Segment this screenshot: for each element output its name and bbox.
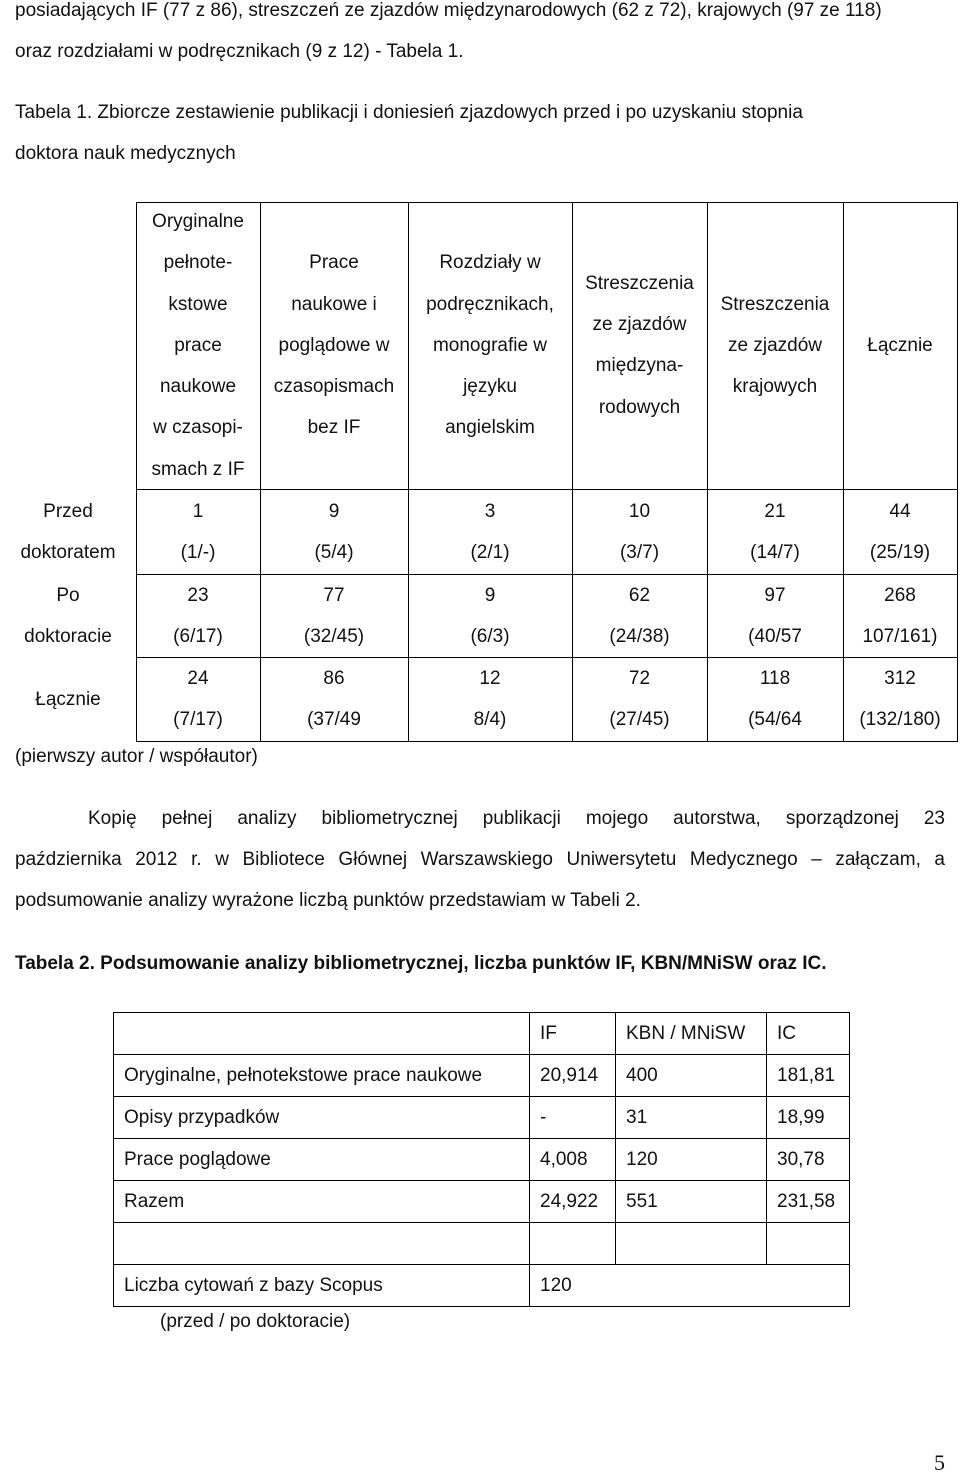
table1-row-label-line: doktoracie <box>24 625 112 647</box>
table2-header-cell: IF <box>530 1013 616 1055</box>
table1-caption-line-2: doktora nauk medycznych <box>15 143 236 164</box>
table1-cell <box>572 491 707 573</box>
table1-cell-line: (37/49 <box>307 709 361 730</box>
table1-cell <box>843 575 957 657</box>
table1-header-line: języku <box>463 376 517 398</box>
paragraph-line-1 <box>15 808 945 830</box>
table1-cell-line: (5/4) <box>314 541 354 563</box>
table1-cell-line: 312 <box>884 668 916 689</box>
table1-cell-line: 24 <box>187 668 209 689</box>
table2-cell: 181,81 <box>767 1055 850 1097</box>
table2-cell <box>767 1223 850 1265</box>
table1-cell-line: 268 <box>884 584 916 606</box>
table1-cell-line: (25/19) <box>869 541 931 563</box>
table1-header-line: czasopismach <box>273 376 395 398</box>
table1-header-line: pełnote- <box>163 252 233 274</box>
table1-cell-line: 72 <box>628 668 651 689</box>
paragraph-line-3: podsumowanie analizy wyrażone liczbą punktów przedstawiam w Tabeli 2. <box>15 890 641 911</box>
table1-cell-line: (132/180) <box>859 709 941 730</box>
table2-cell: 551 <box>616 1181 767 1223</box>
intro-line-2: oraz rozdziałami w podręcznikach (9 z 12) - Tabela 1. <box>15 41 464 62</box>
table1-row-label-line: Po <box>56 584 80 606</box>
table1-header-line: ze zjazdów <box>728 334 822 356</box>
table1-cell-line: 12 <box>479 668 501 689</box>
table1-border <box>136 741 958 742</box>
table1-header-line: monografie w <box>432 334 548 356</box>
table2-cell <box>114 1223 530 1265</box>
table1-caption-label: Tabela 1. <box>15 102 93 123</box>
table1-header-line: Rozdziały w <box>439 252 541 274</box>
table1-cell-line: 107/161) <box>862 625 938 647</box>
table2-cell: Prace poglądowe <box>114 1139 530 1181</box>
table1-cell <box>707 575 843 657</box>
table2-cell: 231,58 <box>767 1181 850 1223</box>
table1-caption-text: Zbiorcze zestawienie publikacji i doniesień zjazdowych przed i po uzyskaniu stopnia <box>92 102 803 123</box>
table2-cell: 400 <box>616 1055 767 1097</box>
paragraph-line-1-text: Kopię pełnej analizy bibliometrycznej publikacji mojego autorstwa, sporządzonej 23 <box>88 808 945 829</box>
table1-header-line: prace <box>174 334 222 356</box>
table1-border <box>957 202 958 741</box>
table1-cell <box>260 575 408 657</box>
table1-header-line: w czasopi- <box>153 417 243 439</box>
table2-row <box>114 1181 850 1223</box>
table1-cell <box>260 491 408 573</box>
table1-cell-line: (3/7) <box>619 541 660 563</box>
table1-cell-line: 118 <box>759 668 791 689</box>
table1-header-line: naukowe i <box>291 293 377 315</box>
table1-cell-line: 86 <box>323 668 345 689</box>
table1-cell-line: 9 <box>328 500 340 522</box>
table1-cell-line: (40/57 <box>748 625 802 647</box>
table1-row-label-line: Przed <box>43 500 93 522</box>
table1-cell <box>136 658 260 740</box>
table2-row-empty <box>114 1223 850 1265</box>
table1-header-line: ze zjazdów <box>592 314 687 336</box>
table1-cell <box>136 491 260 573</box>
table1-cell-line: (14/7) <box>750 541 800 563</box>
table2-cell: 31 <box>616 1097 767 1139</box>
table1-header-cell <box>136 201 260 490</box>
table2-scopus-label: Liczba cytowań z bazy Scopus <box>114 1265 530 1307</box>
table2-cell <box>616 1223 767 1265</box>
table2-caption: Tabela 2. Podsumowanie analizy bibliometrycznej, liczba punktów IF, KBN/MNiSW oraz IC. <box>15 953 827 974</box>
table1-cell-line: 10 <box>628 500 651 522</box>
table2-header-row <box>114 1013 850 1055</box>
table1-header-line: Streszczenia <box>720 293 830 315</box>
table1-cell-line: 1 <box>192 500 204 522</box>
table2-cell: 24,922 <box>530 1181 616 1223</box>
table1-cell-line: (7/17) <box>173 709 223 730</box>
table-2 <box>113 1012 850 1307</box>
table1-cell-line: 62 <box>628 584 651 606</box>
table1-header-cell <box>707 284 843 408</box>
paragraph-line-2: października 2012 r. w Bibliotece Głównej Warszawskiego Uniwersytetu Medycznego – załączam, a <box>15 849 945 870</box>
table1-cell-line: (6/17) <box>173 625 223 647</box>
table2-cell <box>530 1223 616 1265</box>
table1-cell <box>707 491 843 573</box>
table1-cell <box>408 658 572 740</box>
table1-header-line: międzyna- <box>595 355 684 377</box>
table1-header-line: Łącznie <box>867 334 933 356</box>
table1-cell-line: 8/4) <box>473 709 507 730</box>
table2-scopus-row <box>114 1265 850 1307</box>
table1-header-line: Prace <box>309 252 359 274</box>
table1-cell-line: (2/1) <box>470 541 510 563</box>
table1-row-label-line: Łącznie <box>35 688 101 710</box>
table1-cell-line: 97 <box>764 584 786 606</box>
table-1 <box>0 200 960 780</box>
table1-row-label <box>0 679 136 720</box>
table1-cell-line: (1/-) <box>180 541 216 563</box>
table2-row <box>114 1097 850 1139</box>
table1-cell-line: 77 <box>323 584 345 606</box>
table1-header-line: angielskim <box>445 417 535 439</box>
table2-cell: 120 <box>616 1139 767 1181</box>
table1-header-line: poglądowe w <box>278 334 390 356</box>
table1-header-cell <box>260 242 408 448</box>
table2-header-cell: KBN / MNiSW <box>616 1013 767 1055</box>
table1-row-label <box>0 575 136 657</box>
table1-cell <box>843 491 957 573</box>
table1-row-label <box>0 491 136 573</box>
table2-cell: 30,78 <box>767 1139 850 1181</box>
table1-cell <box>408 575 572 657</box>
table1-cell <box>707 658 843 740</box>
table1-header-cell <box>843 325 957 366</box>
table1-header-line: Oryginalne <box>152 210 244 232</box>
table2-header-cell <box>114 1013 530 1055</box>
table2-scopus-note: (przed / po doktoracie) <box>160 1311 351 1332</box>
table1-cell-line: 3 <box>484 500 496 522</box>
intro-line-1: posiadających IF (77 z 86), streszczeń ze zjazdów międzynarodowych (62 z 72), krajowych (97 ze 118) <box>15 0 882 21</box>
table1-header-line: smach z IF <box>151 458 245 480</box>
table2-scopus-value: 120 <box>530 1265 850 1307</box>
table1-cell-line: 44 <box>889 500 911 522</box>
table1-header-line: bez IF <box>307 417 361 439</box>
table2-header-cell: IC <box>767 1013 850 1055</box>
table1-header-line: rodowych <box>598 396 681 418</box>
table1-cell <box>408 491 572 573</box>
table1-cell-line: 23 <box>187 584 209 606</box>
table1-header-cell <box>408 242 572 448</box>
table1-cell-line: 21 <box>764 500 786 522</box>
table1-header-line: kstowe <box>168 293 228 315</box>
table1-cell <box>572 658 707 740</box>
table1-header-line: Streszczenia <box>585 272 694 294</box>
table1-cell-line: (6/3) <box>470 625 510 647</box>
table1-cell <box>136 575 260 657</box>
table1-cell-line: (27/45) <box>609 709 670 730</box>
table1-cell-line: 9 <box>484 584 496 606</box>
page-number: 5 <box>934 1450 945 1475</box>
table1-cell-line: (32/45) <box>303 625 365 647</box>
table1-header-line: krajowych <box>732 376 818 398</box>
table2-cell: - <box>530 1097 616 1139</box>
table1-cell <box>572 575 707 657</box>
table1-header-cell <box>572 263 707 428</box>
table1-header-line: naukowe <box>159 376 237 398</box>
table2-row <box>114 1139 850 1181</box>
table2-cell: 20,914 <box>530 1055 616 1097</box>
table1-cell <box>843 658 957 740</box>
table1-header-line: podręcznikach, <box>426 293 554 315</box>
table2-cell: 4,008 <box>530 1139 616 1181</box>
table1-caption <box>15 102 803 124</box>
table2-cell: Razem <box>114 1181 530 1223</box>
table1-cell-line: (54/64 <box>748 709 802 730</box>
table1-cell-line: (24/38) <box>609 625 670 647</box>
table2-cell: Opisy przypadków <box>114 1097 530 1139</box>
table2-cell: Oryginalne, pełnotekstowe prace naukowe <box>114 1055 530 1097</box>
table1-row-label-line: doktoratem <box>20 541 116 563</box>
table2-cell: 18,99 <box>767 1097 850 1139</box>
table1-cell <box>260 658 408 740</box>
table1-footnote: (pierwszy autor / współautor) <box>15 746 258 767</box>
table2-row <box>114 1055 850 1097</box>
